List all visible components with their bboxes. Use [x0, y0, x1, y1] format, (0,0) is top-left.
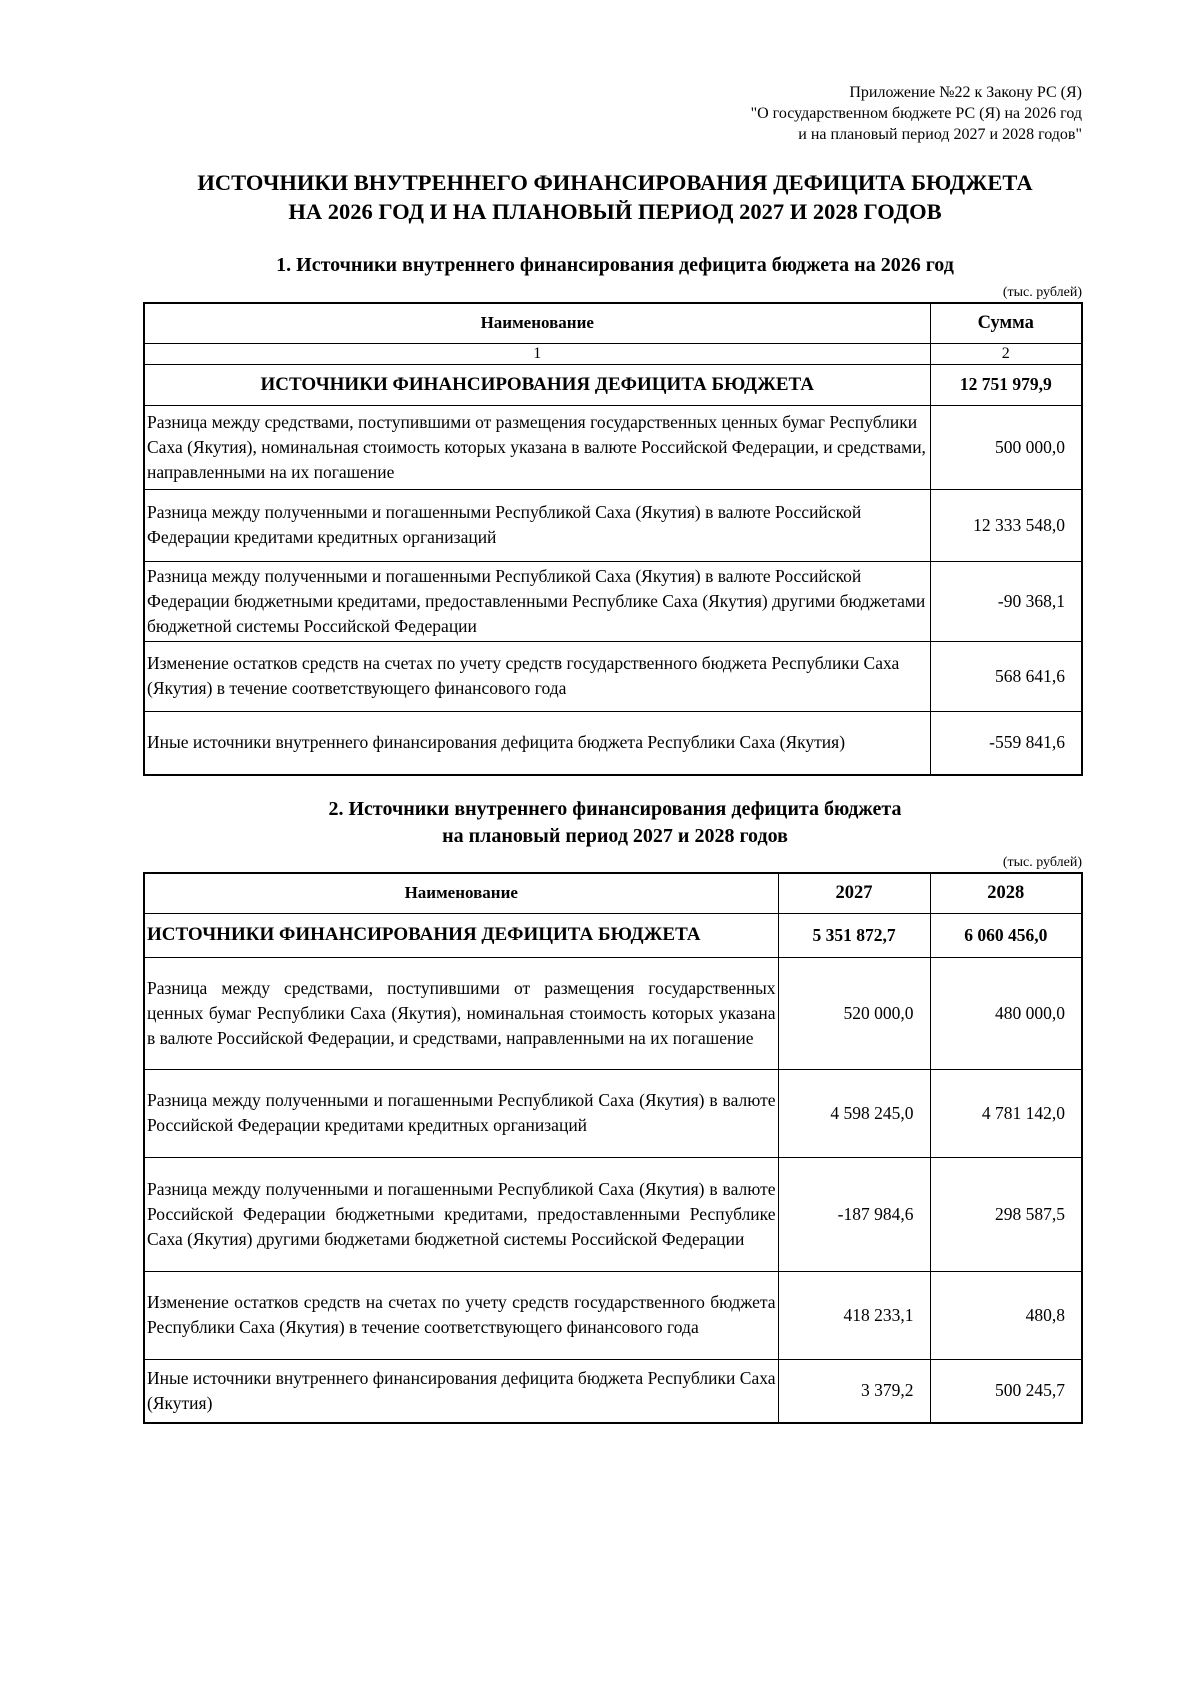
row-value: 500 000,0: [930, 405, 1082, 489]
row-value: -559 841,6: [930, 711, 1082, 775]
table-header-row: [144, 873, 1082, 913]
row-value-2028: 4 781 142,0: [930, 1069, 1082, 1157]
total-row-value: 12 751 979,9: [930, 364, 1082, 405]
table-section-2: [143, 872, 1083, 1424]
row-value-2027: 3 379,2: [778, 1359, 930, 1423]
column-header-2027: 2027: [778, 873, 930, 913]
row-value-2028: 480,8: [930, 1271, 1082, 1359]
row-name: Разница между полученными и погашенными Республикой Саха (Якутия) в валюте Российской Федерации кредитами кредитных организаций: [144, 489, 930, 561]
row-name: Изменение остатков средств на счетах по учету средств государственного бюджета Республики Саха (Якутия) в течение соответствующего финансового года: [144, 641, 930, 711]
section-1-title: 1. Источники внутреннего финансирования дефицита бюджета на 2026 год: [276, 254, 954, 276]
row-value: 568 641,6: [930, 641, 1082, 711]
appendix-note: [751, 82, 1082, 145]
total-row-value-2028: 6 060 456,0: [930, 913, 1082, 957]
row-name: Изменение остатков средств на счетах по учету средств государственного бюджета Республики Саха (Якутия) в течение соответствующего финансового года: [144, 1271, 778, 1359]
table-row: [144, 1157, 1082, 1271]
document-title-line-2: НА 2026 ГОД И НА ПЛАНОВЫЙ ПЕРИОД 2027 И 2028 ГОДОВ: [288, 199, 942, 224]
table-row: [144, 405, 1082, 489]
column-header-name: Наименование: [144, 303, 930, 343]
total-row-name: ИСТОЧНИКИ ФИНАНСИРОВАНИЯ ДЕФИЦИТА БЮДЖЕТА: [144, 364, 930, 405]
total-row: [144, 913, 1082, 957]
total-row-name: ИСТОЧНИКИ ФИНАНСИРОВАНИЯ ДЕФИЦИТА БЮДЖЕТА: [144, 913, 778, 957]
row-value-2027: 418 233,1: [778, 1271, 930, 1359]
row-name: Разница между полученными и погашенными Республикой Саха (Якутия) в валюте Российской Федерации бюджетными кредитами, предоставленными Республике Саха (Якутия) другими бюджетами бюджетной системы Российской Федерации: [144, 1157, 778, 1271]
table-row: [144, 957, 1082, 1069]
row-name: Разница между средствами, поступившими от размещения государственных ценных бумаг Республики Саха (Якутия), номинальная стоимость которых указана в валюте Российской Федерации, и средствами, направленными на их погашение: [144, 957, 778, 1069]
total-row-value-2027: 5 351 872,7: [778, 913, 930, 957]
section-2-title-line-1: 2. Источники внутреннего финансирования дефицита бюджета: [328, 798, 902, 820]
table-row: [144, 641, 1082, 711]
column-number-row: [144, 343, 1082, 364]
row-name: Иные источники внутреннего финансирования дефицита бюджета Республики Саха (Якутия): [144, 1359, 778, 1423]
column-number-2: 2: [930, 343, 1082, 364]
section-2-title-line-2: на плановый период 2027 и 2028 годов: [442, 825, 788, 847]
row-name: Разница между полученными и погашенными Республикой Саха (Якутия) в валюте Российской Федерации бюджетными кредитами, предоставленными Республике Саха (Якутия) другими бюджетами бюджетной системы Российской Федерации: [144, 561, 930, 641]
row-value-2028: 480 000,0: [930, 957, 1082, 1069]
row-name: Разница между средствами, поступившими от размещения государственных ценных бумаг Республики Саха (Якутия), номинальная стоимость которых указана в валюте Российской Федерации, и средствами, направленными на их погашение: [144, 405, 930, 489]
column-header-2028: 2028: [930, 873, 1082, 913]
total-row: [144, 364, 1082, 405]
section-2-units: (тыс. рублей): [1002, 855, 1082, 870]
appendix-line-2: "О государственном бюджете РС (Я) на 2026 год: [750, 105, 1082, 122]
document-title: [130, 168, 1100, 226]
row-value-2028: 500 245,7: [930, 1359, 1082, 1423]
section-1-units: (тыс. рублей): [1002, 285, 1082, 300]
appendix-line-3: и на плановый период 2027 и 2028 годов": [798, 126, 1082, 143]
row-value-2027: 520 000,0: [778, 957, 930, 1069]
table-row: [144, 1359, 1082, 1423]
row-value-2028: 298 587,5: [930, 1157, 1082, 1271]
table-row: [144, 711, 1082, 775]
table-row: [144, 1271, 1082, 1359]
row-name: Иные источники внутреннего финансирования дефицита бюджета Республики Саха (Якутия): [144, 711, 930, 775]
row-value-2027: 4 598 245,0: [778, 1069, 930, 1157]
table-row: [144, 489, 1082, 561]
column-header-sum: Сумма: [930, 303, 1082, 343]
table-row: [144, 1069, 1082, 1157]
row-value-2027: -187 984,6: [778, 1157, 930, 1271]
table-section-1: [143, 302, 1083, 776]
document-title-line-1: ИСТОЧНИКИ ВНУТРЕННЕГО ФИНАНСИРОВАНИЯ ДЕФИЦИТА БЮДЖЕТА: [197, 170, 1033, 195]
row-value: -90 368,1: [930, 561, 1082, 641]
column-number-1: 1: [144, 343, 930, 364]
column-header-name: Наименование: [144, 873, 778, 913]
section-2-title: [145, 796, 1085, 850]
table-header-row: [144, 303, 1082, 343]
appendix-line-1: Приложение №22 к Закону РС (Я): [849, 84, 1082, 101]
row-value: 12 333 548,0: [930, 489, 1082, 561]
table-row: [144, 561, 1082, 641]
row-name: Разница между полученными и погашенными Республикой Саха (Якутия) в валюте Российской Федерации кредитами кредитных организаций: [144, 1069, 778, 1157]
